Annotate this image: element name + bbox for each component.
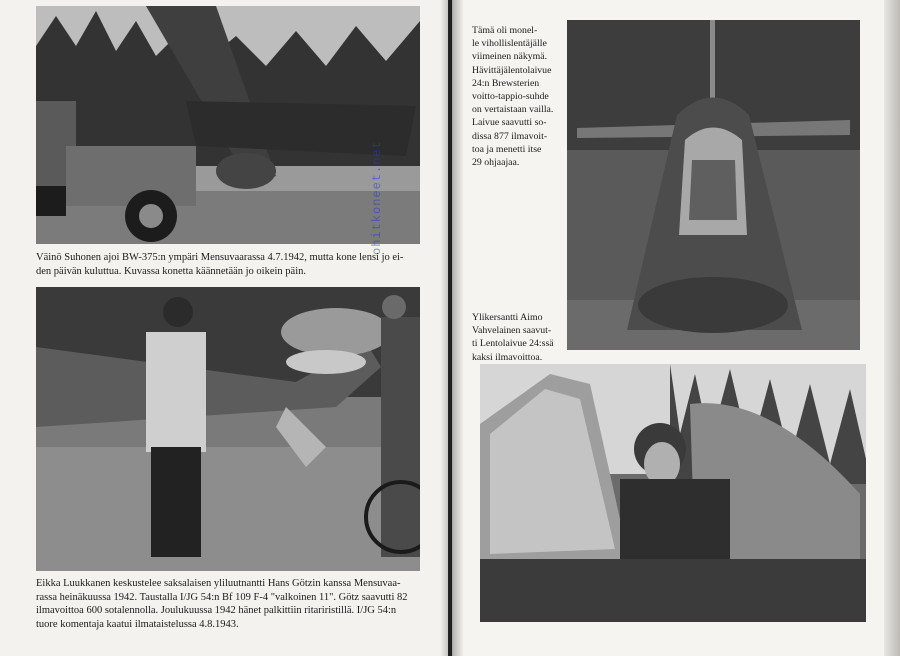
middle-right-caption: Ylikersantti Aimo Vahvelainen saavut- ti Lentolaivue 24:ssä kaksi ilmavoittoa. <box>472 312 554 363</box>
photo-pilot-cockpit <box>480 364 866 622</box>
photo-officers-bf109 <box>36 287 420 571</box>
page-edge <box>884 0 900 656</box>
photo-upturned-aircraft <box>36 6 420 244</box>
book-gutter <box>440 0 464 656</box>
top-right-caption: Tämä oli monel- le vihollislentäjälle viimeinen näkymä. Hävittäjälentolaivue 24:n Brewsterien voitto-tappio-suhde on vertaistaan vailla. Laivue saavutti so- dissa 877 ilmavoit- toa ja menetti itse 29 ohjaajaa. <box>472 25 554 169</box>
watermark: ohitkoneet.net <box>370 140 384 255</box>
bottom-left-caption: Eikka Luukkanen keskustelee saksalaisen yliluutnantti Hans Götzin kanssa Mensuvaa- rassa heinäkuussa 1942. Taustalla I/JG 54:n Bf 109 F-4 "valkoinen 11". Götz saavutti 82 ilmavoittoa 600 sotalennolla. Joulukuussa 1942 hänet palkittiin ritariristillä. I/JG 54:n tuore komentaja kaatui ilmataistelussa 4.8.1943. <box>36 578 408 630</box>
photo-brewster-headon <box>567 20 860 350</box>
top-left-caption: Väinö Suhonen ajoi BW-375:n ympäri Mensuvaarassa 4.7.1942, mutta kone lensi jo ei- den päivän kuluttua. Kuvassa konetta käännetään jo oikein päin. <box>36 252 404 277</box>
